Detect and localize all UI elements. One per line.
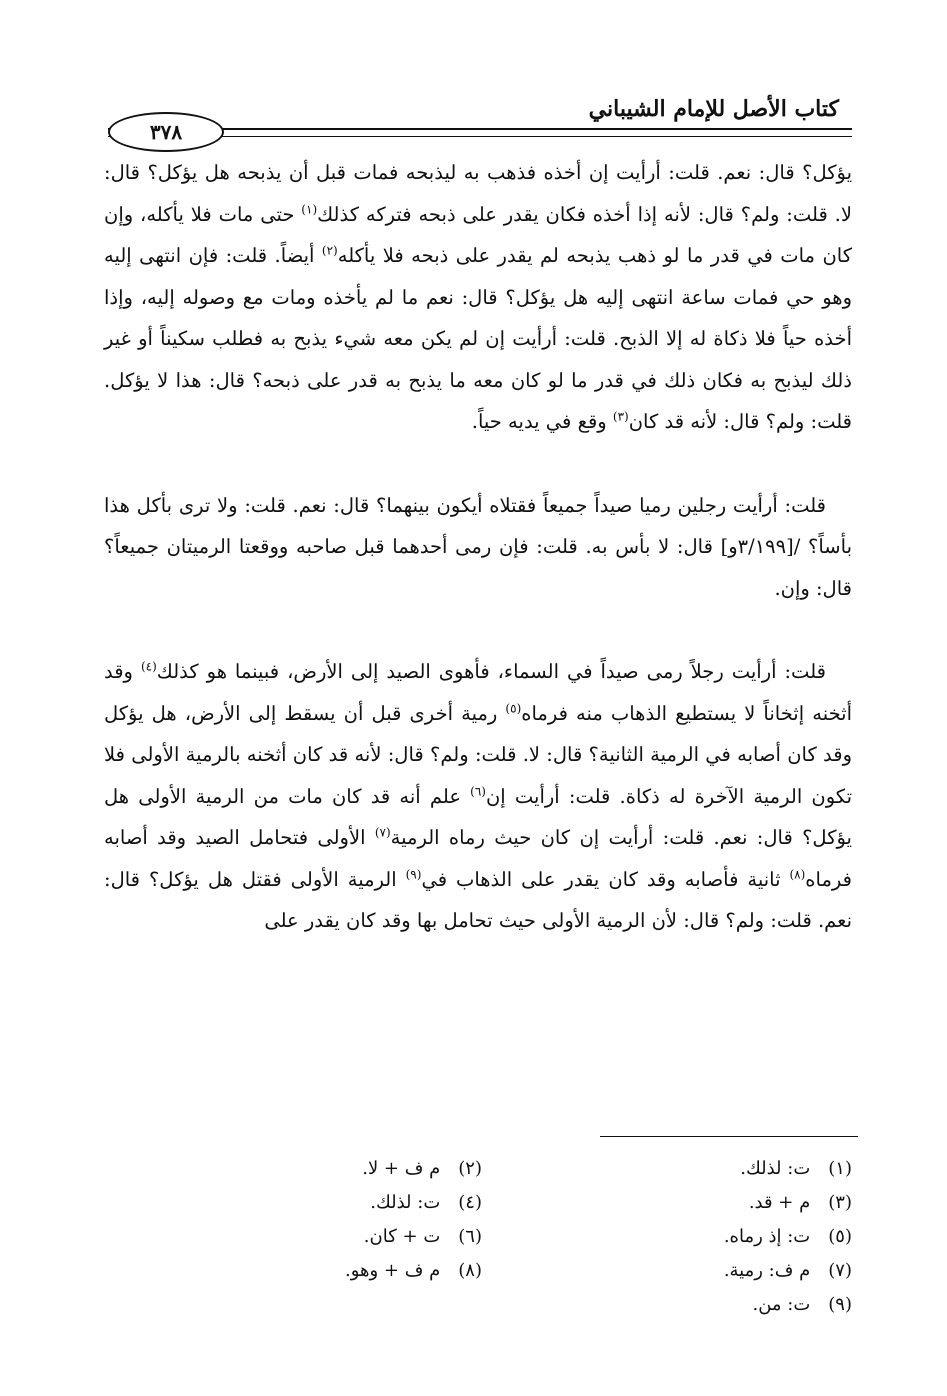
footnote-number: (٣) (828, 1192, 852, 1213)
footnote (522, 1254, 852, 1288)
footnote-number: (١) (828, 1158, 852, 1179)
footnote-text: م ف: رمية. (723, 1260, 811, 1281)
footnote-number: (٤) (458, 1192, 482, 1213)
footnote (522, 1152, 852, 1186)
paragraph (104, 651, 852, 942)
footnote (522, 1220, 852, 1254)
text-segment: وقع في يديه حياً. (471, 410, 613, 433)
text-segment: رمية أخرى قبل أن يسقط إلى الأرض، هل يؤكل وقد كان أصابه في الرمية الثانية؟ قال: لا. قلت: ولم؟ قال: لأنه قد كان أثخنه بالرمية الأولى فلا تكون الرمية الآخرة له ذكاة. قلت: أرأيت إن (104, 701, 852, 808)
footnote (522, 1288, 852, 1322)
footnote-marker: (٤) (140, 659, 157, 674)
footnote-marker: (٨) (789, 867, 806, 881)
text-segment: الرمية الأولى فقتل هل يؤكل؟ قال: نعم. قلت: ولم؟ قال: لأن الرمية الأولى حيث تحامل بها وقد كان يقدر على (104, 867, 852, 932)
running-title: كتاب الأصل للإمام الشيباني (588, 96, 839, 122)
text-segment: حتى مات فلا يأكله، وإن كان مات في قدر ما لو ذهب يذبحه لم يقدر على ذبحه فلا يأكله (104, 202, 852, 267)
text-segment: قلت: أرأيت رجلين رميا صيداً جميعاً فقتلاه أيكون بينهما؟ قال: نعم. قلت: ولا ترى بأكل هذا بأساً؟ /[٣/١٩٩و] قال: لا بأس به. قلت: فإن رمى أحدهما قبل صاحبه ووقعتا الرميتان جميعاً؟ قال: وإن. (104, 493, 853, 600)
footnote-text: م ف + لا. (362, 1158, 441, 1179)
footnote-marker: (٧) (374, 825, 391, 840)
text-segment: الأولى فتحامل الصيد وقد أصابه فرماه (104, 826, 852, 891)
footnote-text: م ف + وهو. (345, 1260, 441, 1281)
footnote (152, 1186, 482, 1220)
footnote-marker: (٩) (405, 867, 422, 881)
footnote (152, 1152, 482, 1186)
text-segment: يؤكل؟ قال: نعم. قلت: أرأيت إن أخذه فذهب به ليذبحه فمات قبل أن يذبحه هل يؤكل؟ قال: لا. قلت: ولم؟ قال: لأنه إذا أخذه فكان يقدر على ذبحه فتركه كذلك (104, 161, 852, 226)
footnote-number: (٦) (458, 1226, 482, 1247)
footnotes (152, 1152, 852, 1322)
footnote-number: (٩) (828, 1294, 852, 1315)
footnote (152, 1220, 482, 1254)
text-segment: أيضاً. قلت: فإن انتهى إليه وهو حي فمات ساعة انتهى إليه هل يؤكل؟ قال: نعم ما لم يأخذه ومات مع وصوله إليه، وإذا أخذه حياً فلا ذكاة له إلا الذبح. قلت: أرأيت إن لم يكن معه شيء يذبح به فطلب سكيناً أو غير ذلك ليذبح به فكان ذلك في قدر ما لو كان معه ما يذبح به قدر على ذبحه؟ قال: هذا لا يؤكل. قلت: ولم؟ قال: لأنه قد كان (104, 244, 852, 433)
main-text (104, 152, 852, 942)
footnote-number: (٨) (458, 1260, 482, 1281)
footnote-marker: (٣) (612, 409, 629, 424)
text-segment: علم أنه قد كان مات من الرمية الأولى هل يؤكل؟ قال: نعم. قلت: أرأيت إن كان حيث رماه الرمية (104, 784, 852, 849)
footnote-text: ت: من. (752, 1294, 811, 1315)
text-segment: قلت: أرأيت رجلاً رمى صيداً في السماء، فأهوى الصيد إلى الأرض، فبينما هو كذلك (156, 660, 826, 683)
footnote (152, 1254, 482, 1288)
footnote-marker: (٥) (505, 701, 522, 715)
footnote-marker: (٢) (321, 243, 338, 258)
footnote (522, 1186, 852, 1220)
paragraph (104, 152, 852, 443)
footnote-text: ت: لذلك. (370, 1192, 441, 1213)
page-number: ٣٧٨ (108, 112, 224, 152)
text-segment: ثانية فأصابه وقد كان يقدر على الذهاب في (421, 867, 790, 891)
footnote-marker: (١) (301, 202, 318, 216)
footnote-number: (٧) (828, 1260, 852, 1281)
text-segment: وقد أثخنه إثخاناً لا يستطيع الذهاب منه فرماه (104, 660, 853, 725)
footnote-text: ت: إذ رماه. (723, 1226, 811, 1247)
footnote-number: (٢) (458, 1158, 482, 1179)
footnote-number: (٥) (828, 1226, 852, 1247)
footnote-text: ت: لذلك. (740, 1158, 811, 1179)
paragraph (104, 485, 852, 610)
footnote-marker: (٦) (470, 784, 486, 798)
footnote-separator (600, 1136, 858, 1137)
footnote-text: ت + كان. (363, 1226, 441, 1247)
footnote-text: م + قد. (748, 1192, 811, 1213)
